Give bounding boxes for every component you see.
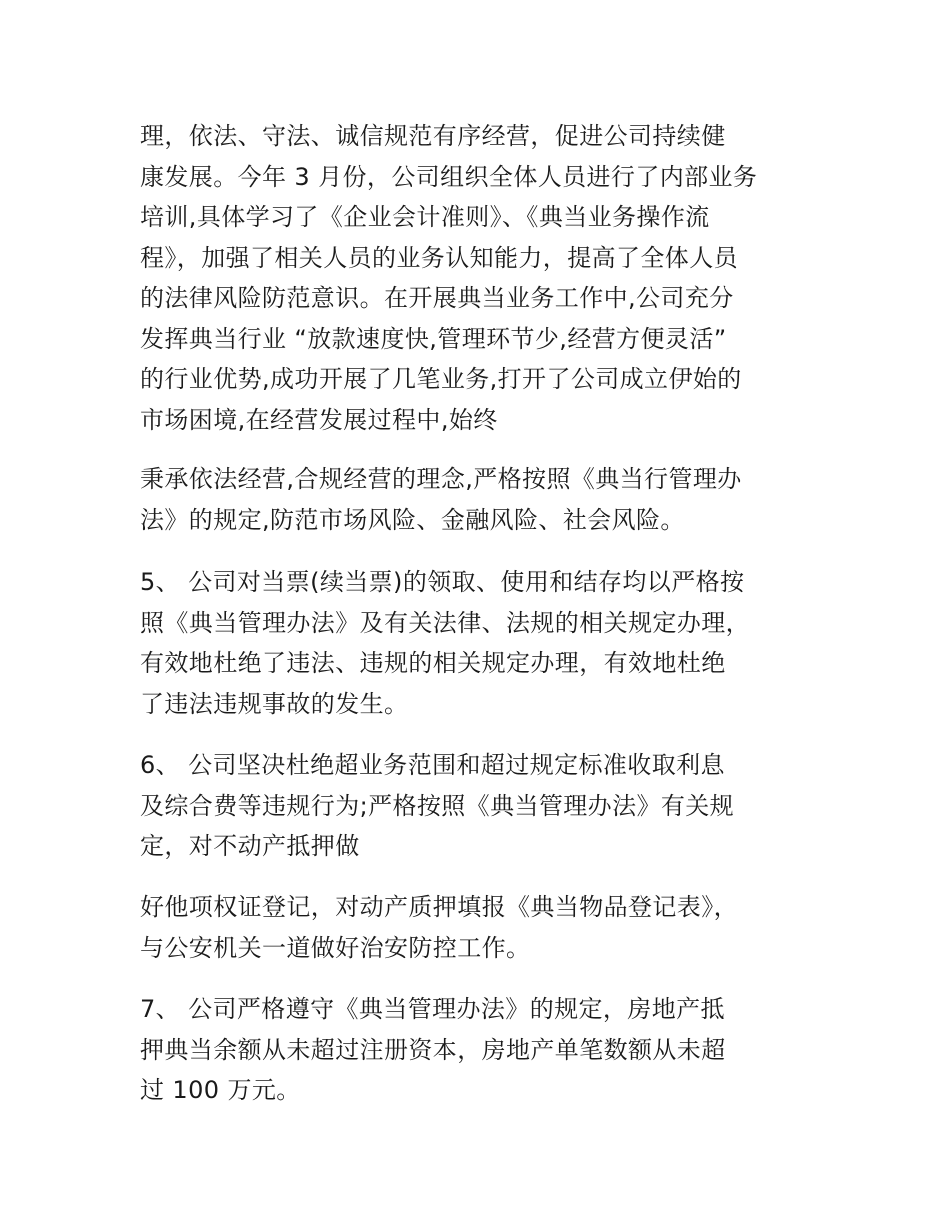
text-line: 培训,具体学习了《企业会计准则》、《典当业务操作流 bbox=[140, 203, 710, 231]
text-line: 秉承依法经营,合规经营的理念,严格按照《典当行管理办 bbox=[140, 465, 742, 493]
text-line: 的行业优势,成功开展了几笔业务,打开了公司成立伊始的 bbox=[140, 365, 742, 393]
text-line: 程》，加强了相关人员的业务认知能力，提高了全体人员 bbox=[140, 243, 738, 272]
text-line: 与公安机关一道做好治安防控工作。 bbox=[140, 933, 531, 962]
paragraph-item-6 bbox=[140, 745, 820, 867]
text-line: 发挥典当行业 “放款速度快,管理环节少,经营方便灵活” bbox=[140, 324, 727, 353]
text-line: 康发展。今年 3 月份，公司组织全体人员进行了内部业务 bbox=[140, 162, 758, 191]
text-line: 7、 公司严格遵守《典当管理办法》的规定，房地产抵 bbox=[140, 995, 725, 1023]
paragraph-item-5 bbox=[140, 562, 820, 724]
paragraph-legal-operation bbox=[140, 116, 820, 440]
text-line: 过 100 万元。 bbox=[140, 1076, 301, 1104]
text-line: 理，依法、守法、诚信规范有序经营，促进公司持续健 bbox=[140, 122, 726, 150]
text-line: 6、 公司坚决杜绝超业务范围和超过规定标准收取利息 bbox=[140, 751, 725, 779]
paragraph-registration bbox=[140, 887, 820, 968]
paragraph-compliance-philosophy bbox=[140, 459, 820, 540]
text-line: 有效地杜绝了违法、违规的相关规定办理，有效地杜绝 bbox=[140, 649, 726, 677]
text-line: 定，对不动产抵押做 bbox=[140, 832, 360, 860]
text-line: 市场困境,在经营发展过程中,始终 bbox=[140, 405, 498, 434]
text-line: 5、 公司对当票(续当票)的领取、使用和结存均以严格按 bbox=[140, 568, 745, 596]
text-line: 及综合费等违规行为;严格按照《典当管理办法》有关规 bbox=[140, 791, 735, 820]
text-line: 的法律风险防范意识。在开展典当业务工作中,公司充分 bbox=[140, 284, 734, 312]
paragraph-item-7 bbox=[140, 989, 820, 1111]
text-line: 押典当余额从未超过注册资本，房地产单笔数额从未超 bbox=[140, 1035, 726, 1064]
text-line: 照《典当管理办法》及有关法律、法规的相关规定办理， bbox=[140, 608, 750, 637]
text-line: 了违法违规事故的发生。 bbox=[140, 689, 409, 718]
text-line: 法》的规定,防范市场风险、金融风险、社会风险。 bbox=[140, 505, 685, 534]
text-line: 好他项权证登记，对动产质押填报《典当物品登记表》， bbox=[140, 893, 738, 921]
